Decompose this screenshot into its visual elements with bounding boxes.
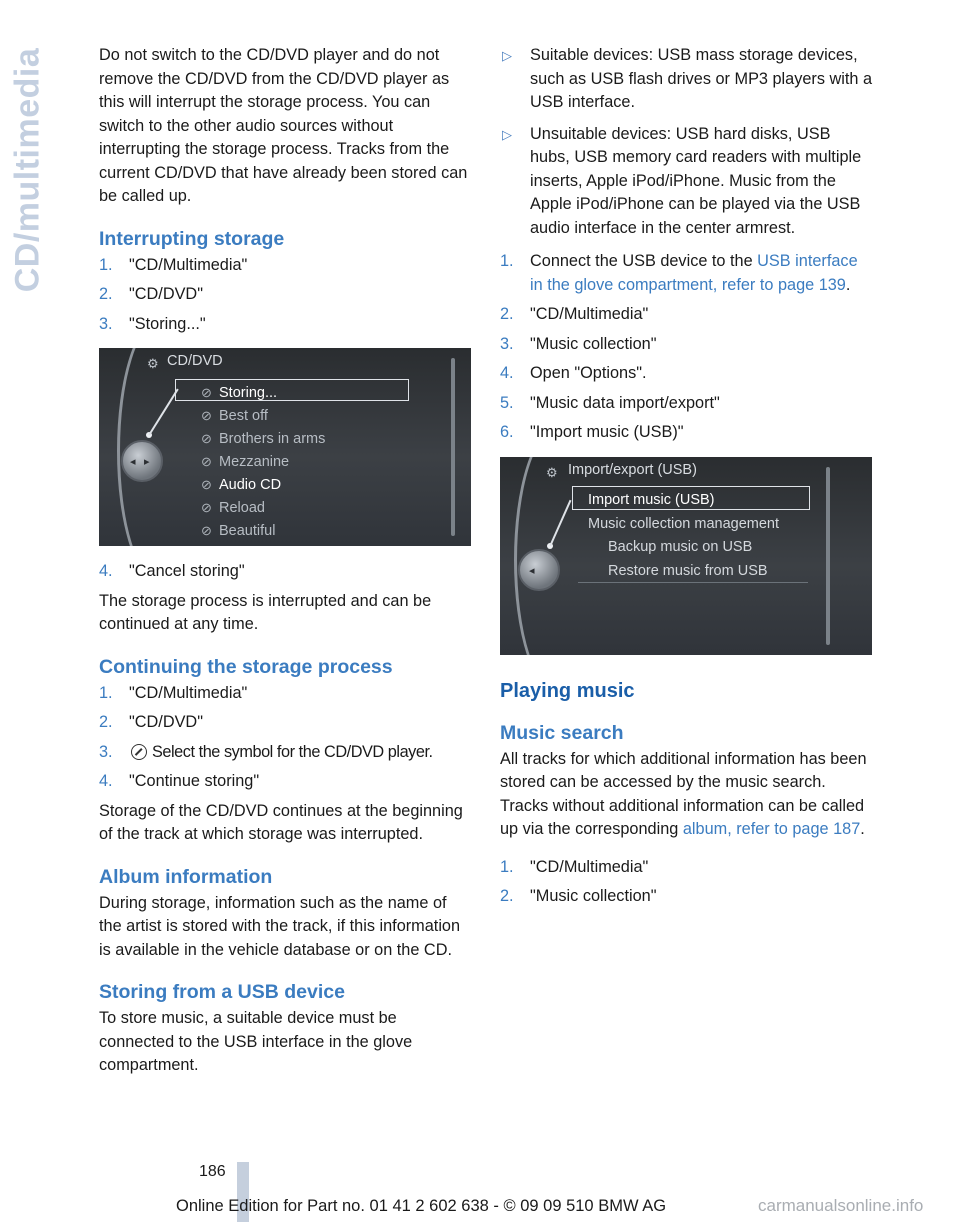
menu-item-track: ⊘ Beautiful [201, 519, 275, 544]
usb-paragraph: To store music, a suitable device must be connected to the USB interface in the glove compartment. [99, 1009, 413, 1074]
menu-item-track: ⊘ Reload [201, 496, 265, 521]
triangle-bullet-icon: ▷ [502, 126, 512, 142]
menu-item-track: ⊘ Brothers in arms [201, 427, 325, 452]
list-item: 4. Open "Options". [500, 364, 647, 382]
interrupt-note: The storage process is interrupted and can be continued at any time. [99, 591, 432, 633]
scrollbar [826, 467, 830, 645]
menu-item-backup: Backup music on USB [608, 538, 753, 555]
right-column [500, 44, 874, 921]
import-steps [500, 250, 874, 445]
disc-symbol-icon [131, 744, 147, 760]
list-item: 4. "Cancel storing" [99, 562, 245, 580]
left-column [99, 44, 473, 1092]
search-heading: Music search [500, 721, 624, 744]
usb-interface-link[interactable]: USB interface in the glove compartment, refer to page 139 [530, 252, 858, 294]
scrollbar [451, 358, 455, 536]
footer-edition: Online Edition for Part no. 01 41 2 602 638 - © 09 09 510 BMW AG [176, 1197, 667, 1215]
chapter-title: CD/multimedia [8, 47, 47, 293]
list-item: 1. Connect the USB device to the USB interface in the glove compartment, refer to page 139. [500, 252, 858, 294]
watermark: carmanualsonline.info [758, 1196, 924, 1215]
list-item: 1. "CD/Multimedia" [500, 857, 649, 876]
disc-icon: ⊘ [201, 500, 212, 515]
disc-icon: ⊘ [201, 477, 212, 492]
continue-heading: Continuing the storage process [99, 655, 393, 678]
import-export-usb-screenshot [500, 457, 872, 655]
page-number: 186 [199, 1163, 226, 1180]
list-item: 6. "Import music (USB)" [500, 423, 684, 441]
list-item: 4. "Continue storing" [99, 772, 260, 790]
menu-item-storing: ⊘ Storing... [201, 381, 277, 406]
settings-icon: ⚙ [546, 464, 558, 480]
list-item: 1. "CD/Multimedia" [99, 683, 248, 702]
list-item: ▷ Suitable devices: USB mass storage devices, such as USB flash drives or MP3 players with a USB interface. [502, 46, 873, 111]
continue-steps [99, 682, 473, 794]
search-steps [500, 856, 874, 909]
screen-titlebar: ⚙ CD/DVD [99, 348, 471, 370]
interrupt-steps-continued [99, 560, 473, 584]
list-item: 5. "Music data import/export" [500, 393, 720, 412]
list-item: 3. Select the symbol for the CD/DVD player. [99, 742, 433, 761]
disc-icon: ⊘ [201, 431, 212, 446]
list-item: 2. "CD/DVD" [99, 285, 203, 303]
triangle-bullet-icon: ▷ [502, 48, 512, 63]
divider [578, 582, 808, 583]
device-list [500, 44, 874, 240]
chapter-side-label [0, 0, 58, 340]
menu-item-track: ⊘ Audio CD [201, 473, 281, 498]
list-item: 2. "CD/Multimedia" [500, 305, 649, 323]
playing-heading: Playing music [500, 679, 635, 702]
menu-item-track: ⊘ Best off [201, 404, 268, 429]
screen-titlebar: ⚙ Import/export (USB) [500, 457, 872, 479]
album-link[interactable]: album, refer to page 187 [682, 820, 861, 838]
controller-knob-icon: ◂ [518, 549, 560, 591]
continue-note: Storage of the CD/DVD continues at the beginning of the track at which storage was interrupted. [99, 801, 463, 843]
cd-dvd-menu-screenshot [99, 348, 471, 546]
list-item: 1. "CD/Multimedia" [99, 255, 248, 274]
list-item: 3. "Music collection" [500, 334, 657, 353]
intro-paragraph: Do not switch to the CD/DVD player and do not remove the CD/DVD from the CD/DVD player as this will interrupt the storage process. You can switch to the other audio sources without interrupting the storage process. Tracks from the current CD/DVD that have already been stored can be called up. [99, 46, 468, 205]
menu-item-import-music: Import music (USB) [588, 491, 715, 508]
controller-knob-icon: ◂ ▸ [121, 440, 163, 482]
album-heading: Album information [99, 865, 273, 888]
menu-item-collection-management: Music collection management [588, 515, 780, 532]
interrupt-steps [99, 254, 473, 337]
usb-heading: Storing from a USB device [99, 981, 345, 1003]
list-item: 2. "CD/DVD" [99, 713, 203, 731]
interrupt-heading: Interrupting storage [99, 227, 285, 250]
disc-icon: ⊘ [201, 523, 212, 538]
disc-icon: ⊘ [201, 385, 212, 400]
search-paragraph: All tracks for which additional information has been stored can be accessed by the music search. Tracks without additional information can be called up via the corresponding album, refer to page 187. [500, 749, 867, 838]
menu-item-track: ⊘ Mezzanine [201, 450, 289, 475]
list-item: 2. "Music collection" [500, 887, 657, 905]
menu-item-restore: Restore music from USB [608, 562, 768, 579]
list-item: 3. "Storing..." [99, 314, 206, 333]
album-paragraph: During storage, information such as the name of the artist is stored with the track, if this information is available in the vehicle database or on the CD. [99, 893, 461, 959]
settings-icon: ⚙ [147, 356, 159, 371]
disc-icon: ⊘ [201, 454, 212, 469]
list-item: ▷ Unsuitable devices: USB hard disks, USB hubs, USB memory card readers with multiple inserts, Apple iPod/iPhone. Music from the Apple iPod/iPhone can be played via the USB audio interface in the center armrest. [502, 124, 862, 237]
disc-icon: ⊘ [201, 408, 212, 423]
